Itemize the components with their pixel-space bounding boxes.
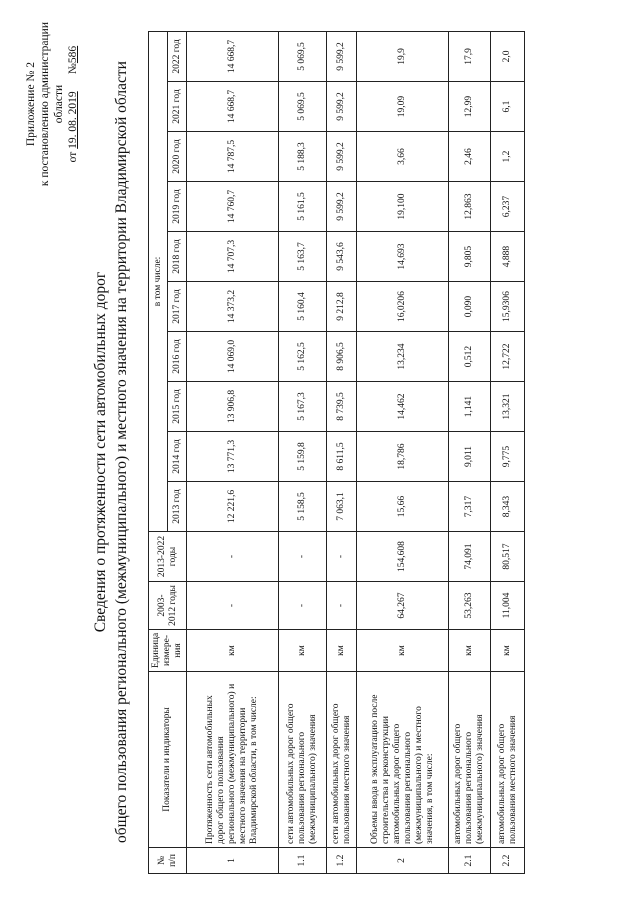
row-year-value: 16,0206 (357, 282, 449, 332)
row-year-value: 12 221,6 (187, 482, 279, 532)
header-unit: Единица измере-ния (149, 630, 187, 672)
header-num: № п/п (149, 848, 187, 874)
row-year-value: 9 212,8 (327, 282, 357, 332)
row-unit: км (357, 630, 449, 672)
header-year: 2015 год (168, 382, 187, 432)
row-year-value: 14 668,7 (187, 31, 279, 81)
row-year-value: 14 760,7 (187, 182, 279, 232)
row-unit: км (491, 630, 525, 672)
roads-table (148, 31, 525, 874)
row-unit: км (187, 630, 279, 672)
row-year-value: 5 159,8 (279, 432, 327, 482)
row-year-value: 5 069,5 (279, 31, 327, 81)
document-page (20, 12, 620, 892)
row-year-value: 1,2 (491, 132, 525, 182)
row-year-value: 14 373,2 (187, 282, 279, 332)
appendix-date-line (66, 22, 80, 186)
table-row (279, 31, 327, 873)
row-year-value: 6,1 (491, 82, 525, 132)
row-year-value: 6,237 (491, 182, 525, 232)
header-year: 2014 год (168, 432, 187, 482)
row-period-2: 154,608 (357, 532, 449, 582)
appendix-date: 19. 08. 2019 (67, 91, 79, 149)
header-including: в том числе: (149, 31, 168, 531)
row-year-value: 2,0 (491, 31, 525, 81)
row-indicator: Протяженность сети автомобильных дорог общего пользования регионального (межмуниципального) и местного значения на территории Владимирской области, в том числе: (187, 672, 279, 848)
row-year-value: 18,786 (357, 432, 449, 482)
row-year-value: 9 543,6 (327, 232, 357, 282)
row-year-value: 15,66 (357, 482, 449, 532)
row-year-value: 13 771,3 (187, 432, 279, 482)
row-number: 2 (357, 848, 449, 874)
row-year-value: 14 707,3 (187, 232, 279, 282)
row-year-value: 5 163,7 (279, 232, 327, 282)
row-period-2: 80,517 (491, 532, 525, 582)
header-year: 2019 год (168, 182, 187, 232)
row-period-2: 74,091 (449, 532, 491, 582)
row-year-value: 8 611,5 (327, 432, 357, 482)
appendix-resolution: к постановлению администрации (39, 22, 51, 187)
row-year-value: 13 906,8 (187, 382, 279, 432)
row-year-value: 13,321 (491, 382, 525, 432)
row-year-value: 19,100 (357, 182, 449, 232)
row-indicator: сети автомобильных дорог общего пользования местного значения (327, 672, 357, 848)
row-period-1: 53,263 (449, 582, 491, 630)
appendix-title: Приложение № 2 (25, 61, 37, 147)
row-year-value: 5 158,5 (279, 482, 327, 532)
row-year-value: 7,317 (449, 482, 491, 532)
row-year-value: 14 668,7 (187, 82, 279, 132)
row-year-value: 17,9 (449, 31, 491, 81)
header-year: 2017 год (168, 282, 187, 332)
document-title (90, 12, 132, 892)
appendix-block (24, 22, 80, 186)
row-number: 2.2 (491, 848, 525, 874)
row-year-value: 9 599,2 (327, 182, 357, 232)
header-year: 2016 год (168, 332, 187, 382)
table-row (449, 31, 491, 873)
header-year: 2013 год (168, 482, 187, 532)
table-row (357, 31, 449, 873)
row-year-value: 9 599,2 (327, 132, 357, 182)
row-indicator: сети автомобильных дорог общего пользования регионального (межмуниципального) значения (279, 672, 327, 848)
number-prefix: № (67, 63, 79, 75)
row-year-value: 0,512 (449, 332, 491, 382)
row-year-value: 5 167,3 (279, 382, 327, 432)
row-year-value: 9 599,2 (327, 82, 357, 132)
row-indicator: Объемы ввода в эксплуатацию после строительства и реконструкции автомобильных дорог общего пользования регионального (межмуниципального) и местного значения, в том числе: (357, 672, 449, 848)
row-period-2: - (187, 532, 279, 582)
row-period-1: - (327, 582, 357, 630)
row-year-value: 12,722 (491, 332, 525, 382)
table-row (491, 31, 525, 873)
row-year-value: 2,46 (449, 132, 491, 182)
row-year-value: 4,888 (491, 232, 525, 282)
row-year-value: 14,693 (357, 232, 449, 282)
row-year-value: 9,805 (449, 232, 491, 282)
table-row (187, 31, 279, 873)
row-year-value: 15,9306 (491, 282, 525, 332)
row-period-1: 64,267 (357, 582, 449, 630)
header-period-2: 2013-2022 годы (149, 532, 187, 582)
header-year: 2018 год (168, 232, 187, 282)
row-year-value: 5 162,5 (279, 332, 327, 382)
header-indicator: Показатели и индикаторы (149, 672, 187, 848)
row-year-value: 5 188,3 (279, 132, 327, 182)
row-period-1: - (279, 582, 327, 630)
row-year-value: 8 906,5 (327, 332, 357, 382)
date-prefix: от (67, 151, 79, 163)
row-year-value: 19,9 (357, 31, 449, 81)
row-year-value: 12,863 (449, 182, 491, 232)
title-line-1: Сведения о протяженности сети автомобильных дорог (92, 271, 109, 633)
row-indicator: автомобильных дорог общего пользования местного значения (491, 672, 525, 848)
appendix-number: 586 (67, 45, 79, 64)
row-year-value: 9,775 (491, 432, 525, 482)
title-line-2: общего пользования регионального (межмуниципального) и местного значения на территории Владимирской области (113, 61, 130, 843)
header-year: 2022 год (168, 31, 187, 81)
row-year-value: 19,09 (357, 82, 449, 132)
row-number: 1.1 (279, 848, 327, 874)
row-year-value: 8 739,5 (327, 382, 357, 432)
row-year-value: 8,343 (491, 482, 525, 532)
header-year: 2020 год (168, 132, 187, 182)
row-year-value: 5 161,5 (279, 182, 327, 232)
row-number: 2.1 (449, 848, 491, 874)
row-unit: км (327, 630, 357, 672)
row-period-1: - (187, 582, 279, 630)
row-year-value: 5 160,4 (279, 282, 327, 332)
row-unit: км (279, 630, 327, 672)
row-number: 1 (187, 848, 279, 874)
row-year-value: 0,090 (449, 282, 491, 332)
row-year-value: 13,234 (357, 332, 449, 382)
table-body (187, 31, 525, 873)
row-year-value: 14 069,0 (187, 332, 279, 382)
row-year-value: 9 599,2 (327, 31, 357, 81)
row-period-2: - (327, 532, 357, 582)
row-year-value: 14 787,5 (187, 132, 279, 182)
row-period-2: - (279, 532, 327, 582)
row-year-value: 7 063,1 (327, 482, 357, 532)
row-year-value: 5 069,5 (279, 82, 327, 132)
row-period-1: 11,004 (491, 582, 525, 630)
header-year: 2021 год (168, 82, 187, 132)
row-year-value: 9,011 (449, 432, 491, 482)
row-number: 1.2 (327, 848, 357, 874)
row-year-value: 12,99 (449, 82, 491, 132)
header-period-1: 2003-2012 годы (149, 582, 187, 630)
row-unit: км (449, 630, 491, 672)
appendix-region: области (53, 84, 65, 124)
row-year-value: 1,141 (449, 382, 491, 432)
row-year-value: 3,66 (357, 132, 449, 182)
row-indicator: автомобильных дорог общего пользования регионального (межмуниципального) значения (449, 672, 491, 848)
row-year-value: 14,462 (357, 382, 449, 432)
table-row (327, 31, 357, 873)
